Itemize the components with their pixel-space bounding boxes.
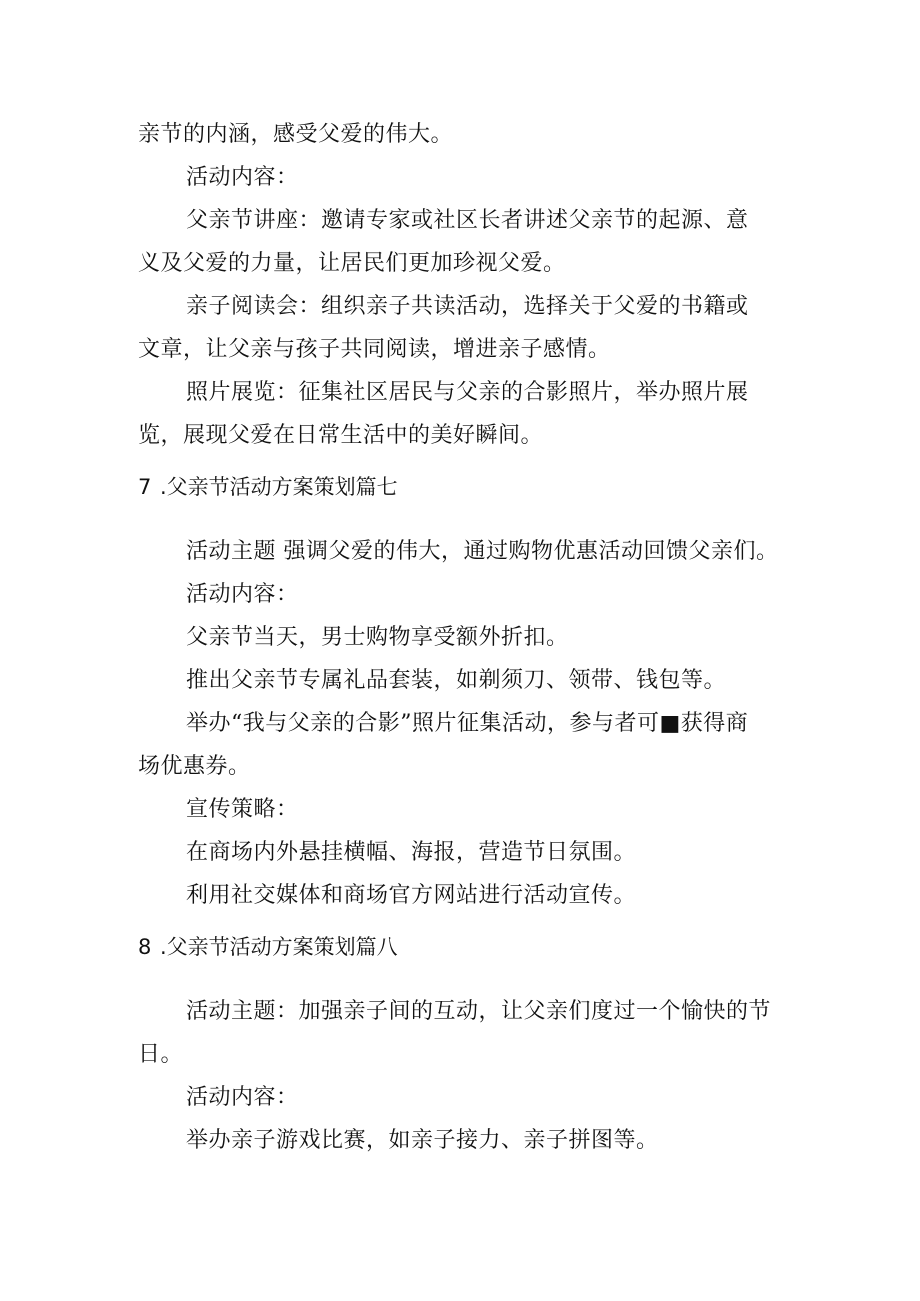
paragraph-line: 举办亲子游戏比赛，如亲子接力、亲子拼图等。 [186,1128,659,1153]
content-label: 活动内容： [186,1085,299,1110]
paragraph-line: 义及父爱的力量，让居民们更加珍视父爱。 [138,251,566,276]
paragraph-line: 推出父亲节专属礼品套装，如剃须刀、领带、钱包等。 [186,668,727,693]
paragraph-line: 利用社交媒体和商场官方网站进行活动宣传。 [186,883,637,908]
paragraph-line: 活动主题：加强亲子间的互动，让父亲们度过一个愉快的节 [186,999,772,1024]
paragraph-line: 亲子阅读会：组织亲子共读活动，选择关于父爱的书籍或 [186,294,749,319]
section-number: 8 [138,935,152,959]
paragraph-line: 亲节的内涵，感受父爱的伟大。 [138,122,454,147]
paragraph-line: 活动主题 强调父爱的伟大，通过购物优惠活动回馈父亲们。 [186,539,779,564]
section-number: 7 [138,475,152,499]
section-heading-7 [138,472,398,502]
section-title: .父亲节活动方案策划篇八 [160,935,398,959]
paragraph-line: 父亲节当天，男士购物享受额外折扣。 [186,625,569,650]
paragraph-line: 父亲节讲座：邀请专家或社区长者讲述父亲节的起源、意 [186,208,749,233]
content-label: 宣传策略： [186,797,299,822]
paragraph-line: 举办“我与父亲的合影”照片征集活动，参与者可■获得商 [186,711,749,736]
paragraph-line: 场优惠券。 [138,754,251,779]
paragraph-line: 在商场内外悬挂横幅、海报，营造节日氛围。 [186,840,637,865]
paragraph-line: 文章，让父亲与孩子共同阅读，增进亲子感情。 [138,337,611,362]
paragraph-line: 览，展现父爱在日常生活中的美好瞬间。 [138,423,544,448]
paragraph-line: 照片展览：征集社区居民与父亲的合影照片，举办照片展 [186,380,749,405]
content-label: 活动内容： [186,582,299,607]
section-title: .父亲节活动方案策划篇七 [160,475,398,499]
section-heading-8 [138,932,398,962]
paragraph-line: 日。 [138,1042,184,1067]
content-label: 活动内容： [186,165,299,190]
